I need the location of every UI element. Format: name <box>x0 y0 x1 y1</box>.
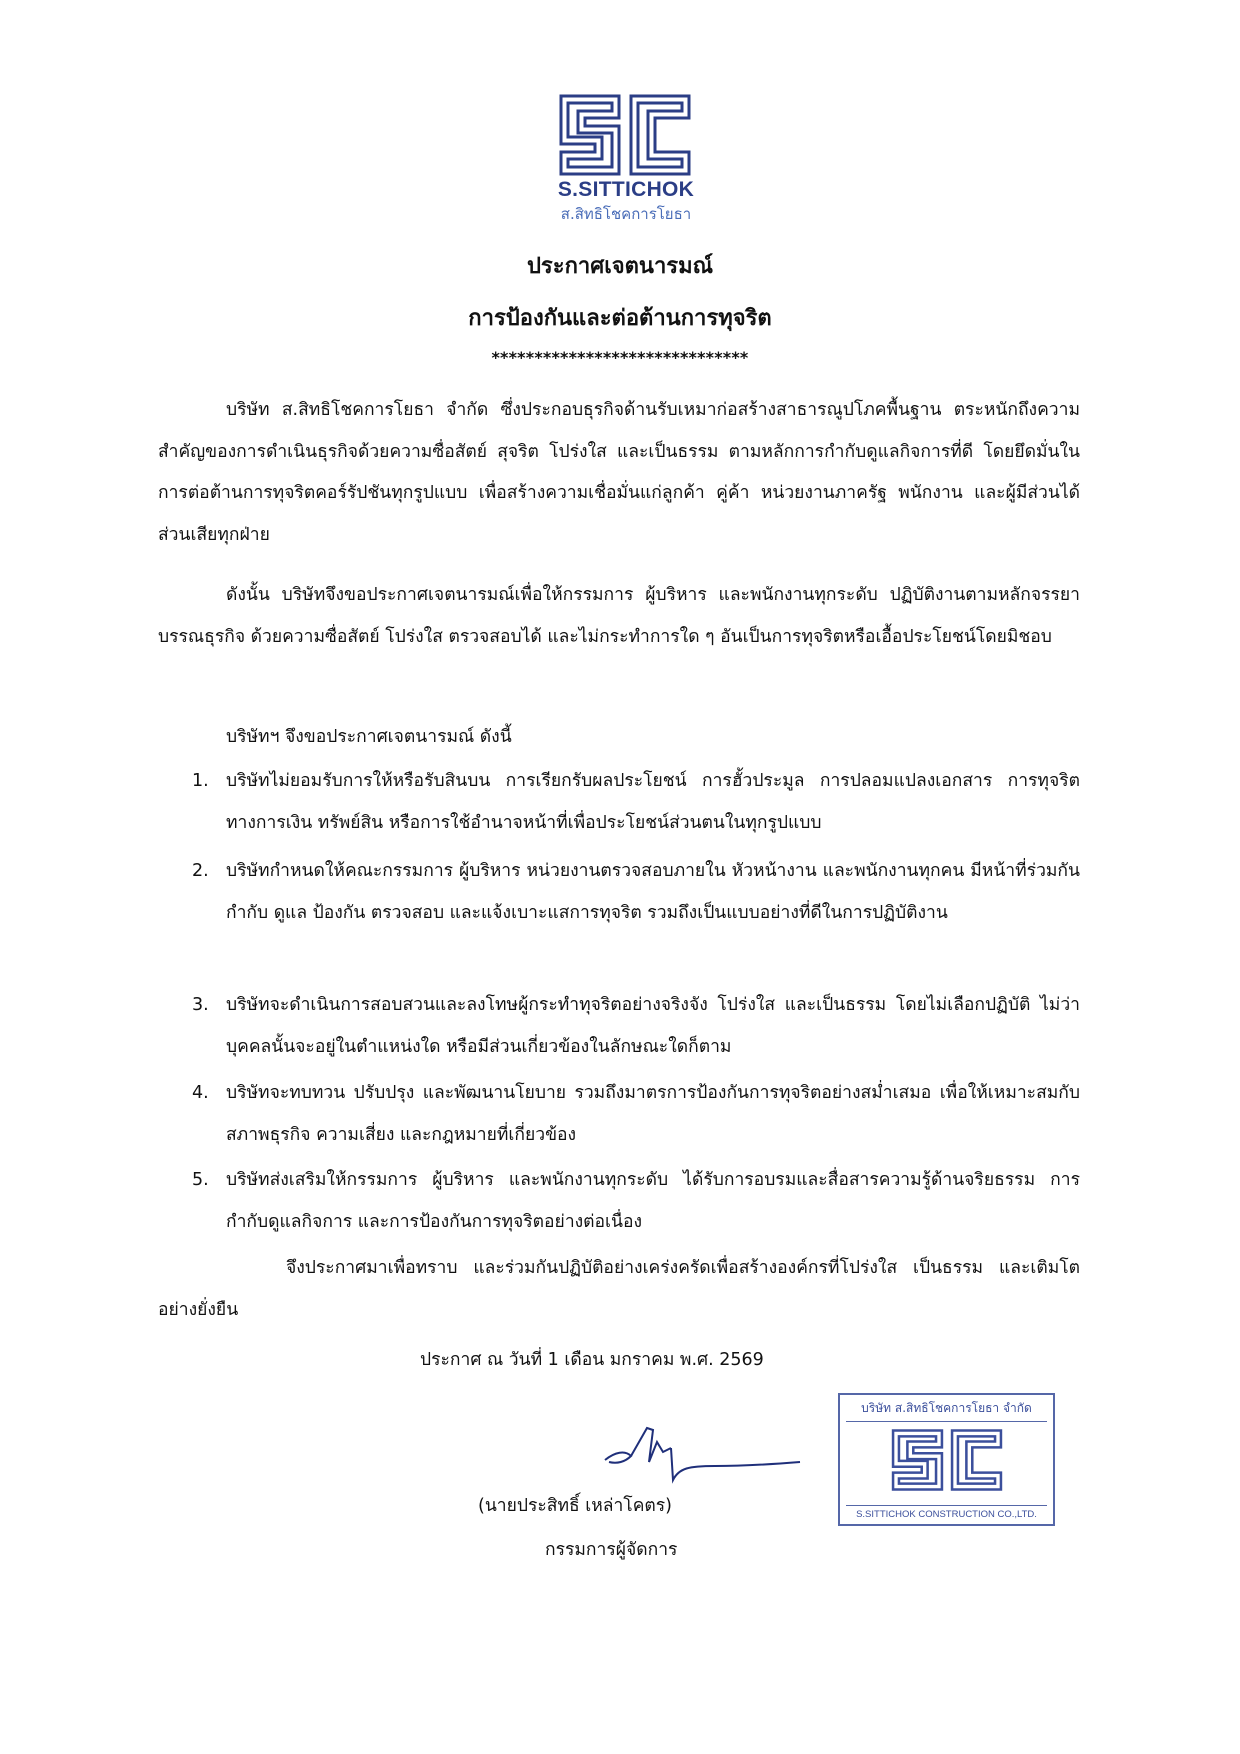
paragraph-closing-text: จึงประกาศมาเพื่อทราบ และร่วมกันปฏิบัติอย่างเคร่งครัดเพื่อสร้างองค์กรที่โปร่งใส เป็นธรรม และเติมโตอย่างยั่งยืน <box>158 1258 1080 1320</box>
list-item-number: 5. <box>192 1170 209 1190</box>
signatory-name: (นายประสิทธิ์ เหล่าโคตร) <box>478 1496 673 1516</box>
list-item-text: บริษัทกำหนดให้คณะกรรมการ ผู้บริหาร หน่วยงานตรวจสอบภายใน หัวหน้างาน และพนักงานทุกคน มีหน้าที่ร่วมกันกำกับ ดูแล ป้องกัน ตรวจสอบ และแจ้งเบาะแสการทุจริต รวมถึงเป็นแบบอย่างที่ดีในการปฏิบัติงาน <box>226 861 1080 923</box>
list-item-text: บริษัทจะดำเนินการสอบสวนและลงโทษผู้กระทำทุจริตอย่างจริงจัง โปร่งใส และเป็นธรรม โดยไม่เลือกปฏิบัติ ไม่ว่าบุคคลนั้นจะอยู่ในตำแหน่งใด หรือมีส่วนเกี่ยวข้องในลักษณะใดก็ตาม <box>226 995 1080 1057</box>
list-item-text: บริษัทส่งเสริมให้กรรมการ ผู้บริหาร และพนักงานทุกระดับ ได้รับการอบรมและสื่อสารความรู้ด้านจริยธรรม การกำกับดูแลกิจการ และการป้องกันการทุจริตอย่างต่อเนื่อง <box>226 1170 1080 1232</box>
document-title: ประกาศเจตนารมณ์ <box>526 254 714 279</box>
paragraph-list-intro: บริษัทฯ จึงขอประกาศเจตนารมณ์ ดังนี้ <box>226 727 512 747</box>
list-item-number: 2. <box>192 861 209 881</box>
paragraph-declaration-text: ดังนั้น บริษัทจึงขอประกาศเจตนารมณ์เพื่อให้กรรมการ ผู้บริหาร และพนักงานทุกระดับ ปฏิบัติงานตามหลักจรรยาบรรณธุรกิจ ด้วยความซื่อสัตย์ โปร่งใส ตรวจสอบได้ และไม่กระทำการใด ๆ อันเป็นการทุจริตหรือเอื้อประโยชน์โดยมิชอบ <box>158 585 1080 647</box>
title-divider: ****************************** <box>491 348 749 367</box>
paragraph-intro-text: บริษัท ส.สิทธิโชคการโยธา จำกัด ซึ่งประกอบธุรกิจด้านรับเหมาก่อสร้างสาธารณูปโภคพื้นฐาน ตระหนักถึงความสำคัญของการดำเนินธุรกิจด้วยความซื่อสัตย์ สุจริต โปร่งใส และเป็นธรรม ตามหลักการกำกับดูแลกิจการที่ดี โดยยึดมั่นในการต่อต้านการทุจริตคอร์รัปชันทุกรูปแบบ เพื่อสร้างความเชื่อมั่นแก่ลูกค้า คู่ค้า หน่วยงานภาครัฐ พนักงาน และผู้มีส่วนได้ส่วนเสียทุกฝ่าย <box>158 400 1080 545</box>
announcement-date: ประกาศ ณ วันที่ 1 เดือน มกราคม พ.ศ. 2569 <box>420 1350 764 1370</box>
company-stamp <box>838 1393 1055 1526</box>
paragraph-closing <box>158 1248 1080 1331</box>
list-item-text: บริษัทไม่ยอมรับการให้หรือรับสินบน การเรียกรับผลประโยชน์ การฮั้วประมูล การปลอมแปลงเอกสาร การทุจริตทางการเงิน ทรัพย์สิน หรือการใช้อำนาจหน้าที่เพื่อประโยชน์ส่วนตนในทุกรูปแบบ <box>226 771 1080 833</box>
document-subtitle: การป้องกันและต่อต้านการทุจริต <box>468 306 772 331</box>
list-item-number: 1. <box>192 771 209 791</box>
signatory-position: กรรมการผู้จัดการ <box>545 1540 678 1560</box>
sc-logo-icon <box>555 92 695 178</box>
paragraph-declaration <box>158 575 1080 658</box>
list-item-number: 4. <box>192 1083 209 1103</box>
logo-name-en: S.SITTICHOK <box>557 178 695 201</box>
list-item-number: 3. <box>192 995 209 1015</box>
stamp-top-text: บริษัท ส.สิทธิโชคการโยธา จำกัด <box>846 1399 1047 1422</box>
stamp-logo-icon <box>888 1427 1006 1493</box>
logo-name-th: ส.สิทธิโชคการโยธา <box>560 205 692 223</box>
stamp-bottom-text: S.SITTICHOK CONSTRUCTION CO.,LTD. <box>846 1505 1047 1520</box>
paragraph-intro <box>158 390 1080 556</box>
signature <box>595 1422 805 1496</box>
list-item-text: บริษัทจะทบทวน ปรับปรุง และพัฒนานโยบาย รวมถึงมาตรการป้องกันการทุจริตอย่างสม่ำเสมอ เพื่อให้เหมาะสมกับสภาพธุรกิจ ความเสี่ยง และกฎหมายที่เกี่ยวข้อง <box>226 1083 1080 1145</box>
